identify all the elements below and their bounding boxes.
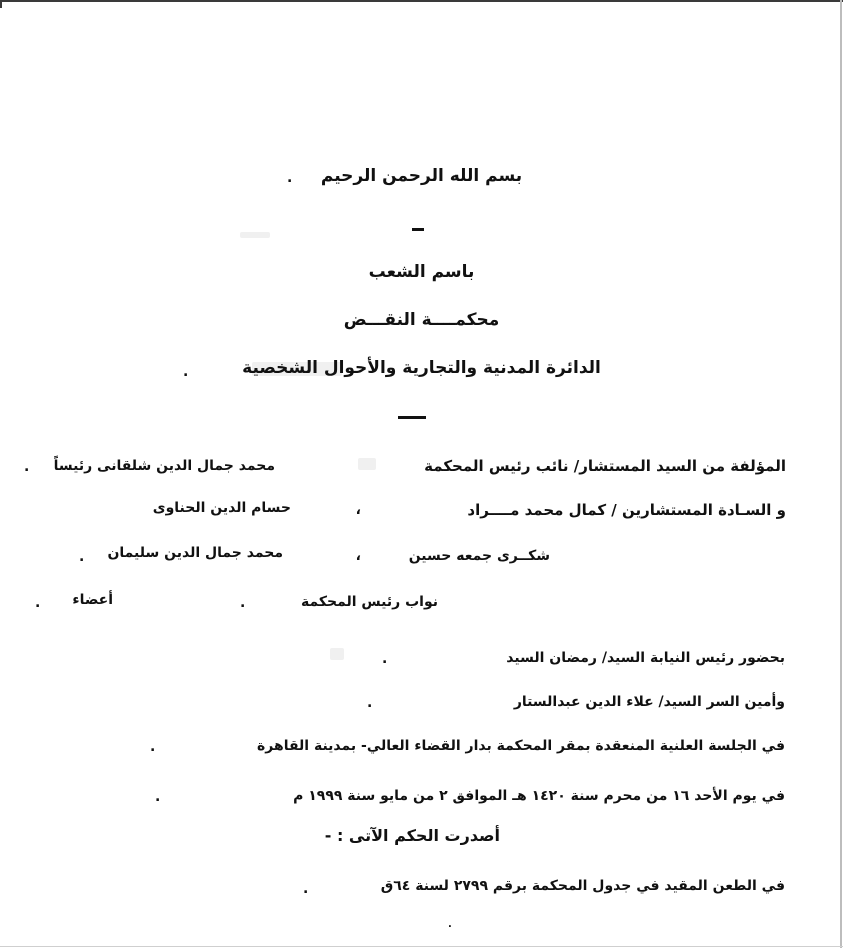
circuit-heading: الدائرة المدنية والتجارية والأحوال الشخصية (242, 358, 601, 378)
panel-member-name: حسام الدين الحناوى (152, 500, 291, 516)
page-top-border (0, 0, 843, 2)
panel-vice-presidents-label: نواب رئيس المحكمة (300, 594, 438, 610)
panel-separator: ، (355, 548, 361, 564)
stray-dot: . (35, 595, 41, 611)
panel-members-role: أعضاء (72, 592, 113, 608)
stray-dot: . (287, 170, 293, 186)
scan-smudge (330, 648, 344, 660)
panel-chair-name: محمد جمال الدين شلقانى رئيساً (53, 458, 275, 474)
session-place-line: في الجلسة العلنية المنعقدة بمقر المحكمة بدار القضاء العالي- بمدينة القاهرة (257, 738, 785, 754)
panel-members-line: و السـادة المستشارين / كمال محمد مــــراد (467, 501, 786, 519)
scan-smudge (358, 458, 376, 470)
stray-dot: . (303, 881, 309, 897)
stray-dot: . (183, 364, 189, 380)
stray-dot: . (240, 595, 246, 611)
separator-dash (398, 416, 426, 419)
stray-dot: . (367, 695, 373, 711)
stray-dot: . (24, 459, 30, 475)
separator-dash (412, 228, 424, 231)
page-bottom-border (0, 946, 843, 947)
panel-chair-title: المؤلفة من السيد المستشار/ نائب رئيس المحكمة (424, 457, 786, 475)
basmala-heading: بسم الله الرحمن الرحيم (320, 166, 523, 186)
stray-dot: . (382, 651, 388, 667)
court-name-heading: محكمــــة النقـــض (343, 310, 500, 330)
verdict-heading: أصدرت الحكم الآتى : - (324, 826, 500, 845)
panel-separator: ، (355, 502, 361, 518)
page-right-border (840, 0, 842, 948)
stray-dot: . (155, 789, 161, 805)
panel-member-name: محمد جمال الدين سليمان (107, 545, 283, 561)
session-date-line: في يوم الأحد ١٦ من محرم سنة ١٤٢٠ هـ الموافق ٢ من مايو سنة ١٩٩٩ م (293, 788, 785, 804)
stray-dot: . (79, 549, 85, 565)
stray-dot: . (150, 739, 156, 755)
secretary-line: وأمين السر السيد/ علاء الدين عبدالستار (513, 694, 785, 710)
scan-smudge (240, 232, 270, 238)
page-corner-mark (0, 0, 2, 8)
panel-member-name: شكــرى جمعه حسين (408, 548, 550, 564)
in-name-of-people-heading: باسم الشعب (368, 262, 475, 282)
stray-dot: . (448, 919, 452, 930)
prosecution-line: بحضور رئيس النيابة السيد/ رمضان السيد (506, 650, 785, 666)
appeal-line: في الطعن المقيد في جدول المحكمة برقم ٢٧٩٩ لسنة ٦٤ق (380, 878, 785, 894)
